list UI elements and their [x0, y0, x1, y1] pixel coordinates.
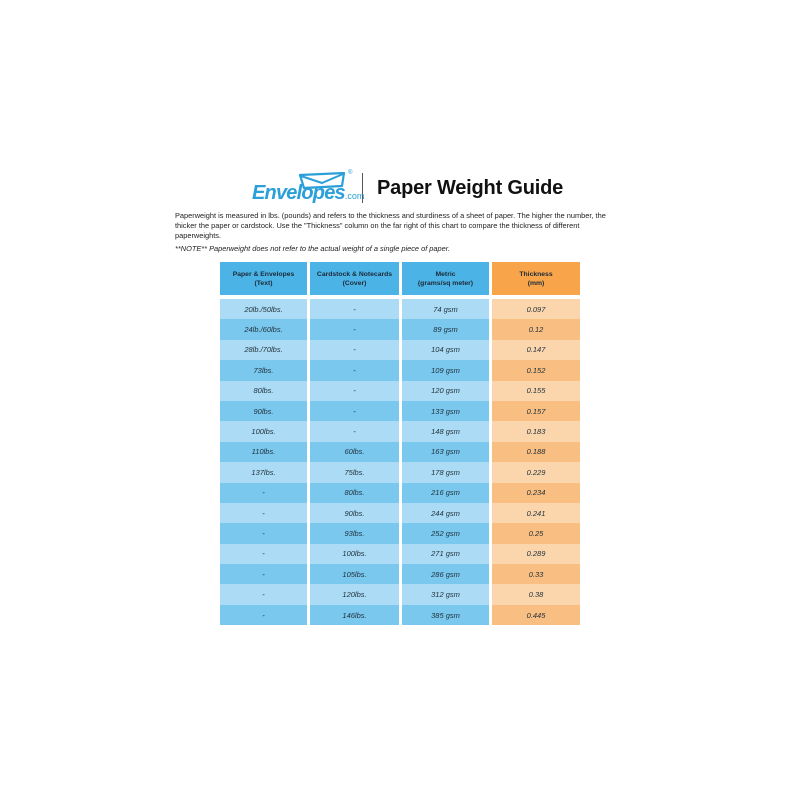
cell-thickness: 0.38: [492, 584, 580, 604]
cell-metric: 109 gsm: [402, 360, 489, 380]
cell-paper-envelopes: -: [220, 544, 307, 564]
column-header-subtitle: (grams/sq meter): [417, 279, 474, 287]
cell-cardstock-notecards: 60lbs.: [310, 442, 399, 462]
cell-thickness: 0.147: [492, 340, 580, 360]
cell-cardstock-notecards: 93lbs.: [310, 523, 399, 543]
column-header-title: Thickness: [519, 270, 553, 278]
cell-metric: 163 gsm: [402, 442, 489, 462]
intro-paragraph: Paperweight is measured in lbs. (pounds) and refers to the thickness and sturdiness of a sheet of paper. The higher the number, the thicker the paper or cardstock. Use the "Thickness" column on the far right of this chart to compare the thickness of different paperweights.: [175, 211, 606, 240]
column-header-thickness: [492, 262, 580, 295]
table-row: [220, 299, 580, 319]
cell-metric: 74 gsm: [402, 299, 489, 319]
cell-metric: 252 gsm: [402, 523, 489, 543]
cell-thickness: 0.188: [492, 442, 580, 462]
cell-paper-envelopes: 137lbs.: [220, 462, 307, 482]
table-row: [220, 584, 580, 604]
cell-thickness: 0.445: [492, 605, 580, 625]
cell-paper-envelopes: 24lb./60lbs.: [220, 319, 307, 339]
logo-name: Envelopes: [252, 182, 345, 204]
cell-thickness: 0.157: [492, 401, 580, 421]
cell-thickness: 0.25: [492, 523, 580, 543]
registered-mark: ®: [348, 170, 353, 176]
cell-cardstock-notecards: 105lbs.: [310, 564, 399, 584]
cell-paper-envelopes: 28lb./70lbs.: [220, 340, 307, 360]
cell-paper-envelopes: 73lbs.: [220, 360, 307, 380]
logo-wordmark: [252, 182, 364, 205]
cell-thickness: 0.152: [492, 360, 580, 380]
table-header-row: [220, 262, 580, 295]
cell-thickness: 0.183: [492, 421, 580, 441]
column-header-title: Paper & Envelopes: [232, 270, 295, 278]
cell-cardstock-notecards: -: [310, 401, 399, 421]
table-row: [220, 605, 580, 625]
cell-thickness: 0.241: [492, 503, 580, 523]
cell-cardstock-notecards: 146lbs.: [310, 605, 399, 625]
cell-thickness: 0.289: [492, 544, 580, 564]
table-row: [220, 319, 580, 339]
column-header-subtitle: (Cover): [342, 279, 367, 287]
cell-thickness: 0.234: [492, 483, 580, 503]
table-row: [220, 523, 580, 543]
column-header-metric: [402, 262, 489, 295]
table-row: [220, 360, 580, 380]
table-row: [220, 483, 580, 503]
cell-metric: 244 gsm: [402, 503, 489, 523]
page-title: Paper Weight Guide: [377, 176, 564, 199]
cell-metric: 89 gsm: [402, 319, 489, 339]
cell-metric: 120 gsm: [402, 381, 489, 401]
cell-metric: 133 gsm: [402, 401, 489, 421]
cell-cardstock-notecards: 100lbs.: [310, 544, 399, 564]
title-bar: [252, 168, 563, 208]
table-row: [220, 503, 580, 523]
table-row: [220, 401, 580, 421]
column-header-subtitle: (Text): [254, 279, 273, 287]
cell-cardstock-notecards: -: [310, 319, 399, 339]
logo-suffix: .com: [344, 191, 365, 201]
cell-cardstock-notecards: 120lbs.: [310, 584, 399, 604]
cell-paper-envelopes: -: [220, 483, 307, 503]
table-row: [220, 381, 580, 401]
paper-weight-table: [220, 262, 580, 625]
cell-metric: 104 gsm: [402, 340, 489, 360]
table-row: [220, 544, 580, 564]
column-header-subtitle: (mm): [527, 279, 545, 287]
cell-cardstock-notecards: 80lbs.: [310, 483, 399, 503]
cell-cardstock-notecards: -: [310, 421, 399, 441]
cell-paper-envelopes: 110lbs.: [220, 442, 307, 462]
cell-paper-envelopes: -: [220, 503, 307, 523]
cell-paper-envelopes: -: [220, 523, 307, 543]
cell-thickness: 0.097: [492, 299, 580, 319]
cell-cardstock-notecards: 90lbs.: [310, 503, 399, 523]
table-row: [220, 462, 580, 482]
table-row: [220, 442, 580, 462]
column-header-title: Cardstock & Notecards: [316, 270, 393, 278]
envelopes-logo: [252, 170, 365, 206]
cell-thickness: 0.155: [492, 381, 580, 401]
cell-thickness: 0.33: [492, 564, 580, 584]
cell-cardstock-notecards: -: [310, 381, 399, 401]
column-header-cardstock-notecards: [310, 262, 399, 295]
table-row: [220, 421, 580, 441]
column-header-title: Metric: [435, 270, 456, 278]
cell-cardstock-notecards: -: [310, 340, 399, 360]
cell-paper-envelopes: -: [220, 605, 307, 625]
cell-cardstock-notecards: -: [310, 360, 399, 380]
cell-thickness: 0.229: [492, 462, 580, 482]
table-row: [220, 564, 580, 584]
intro-text: [175, 211, 625, 254]
cell-metric: 286 gsm: [402, 564, 489, 584]
cell-thickness: 0.12: [492, 319, 580, 339]
cell-cardstock-notecards: 75lbs.: [310, 462, 399, 482]
cell-metric: 216 gsm: [402, 483, 489, 503]
cell-paper-envelopes: -: [220, 584, 307, 604]
cell-metric: 178 gsm: [402, 462, 489, 482]
cell-paper-envelopes: -: [220, 564, 307, 584]
cell-paper-envelopes: 80lbs.: [220, 381, 307, 401]
cell-metric: 385 gsm: [402, 605, 489, 625]
cell-metric: 148 gsm: [402, 421, 489, 441]
cell-metric: 312 gsm: [402, 584, 489, 604]
intro-note: **NOTE** Paperweight does not refer to the actual weight of a single piece of paper.: [175, 244, 450, 253]
cell-cardstock-notecards: -: [310, 299, 399, 319]
cell-metric: 271 gsm: [402, 544, 489, 564]
cell-paper-envelopes: 20lb./50lbs.: [220, 299, 307, 319]
cell-paper-envelopes: 100lbs.: [220, 421, 307, 441]
table-row: [220, 340, 580, 360]
column-header-paper-envelopes: [220, 262, 307, 295]
cell-paper-envelopes: 90lbs.: [220, 401, 307, 421]
